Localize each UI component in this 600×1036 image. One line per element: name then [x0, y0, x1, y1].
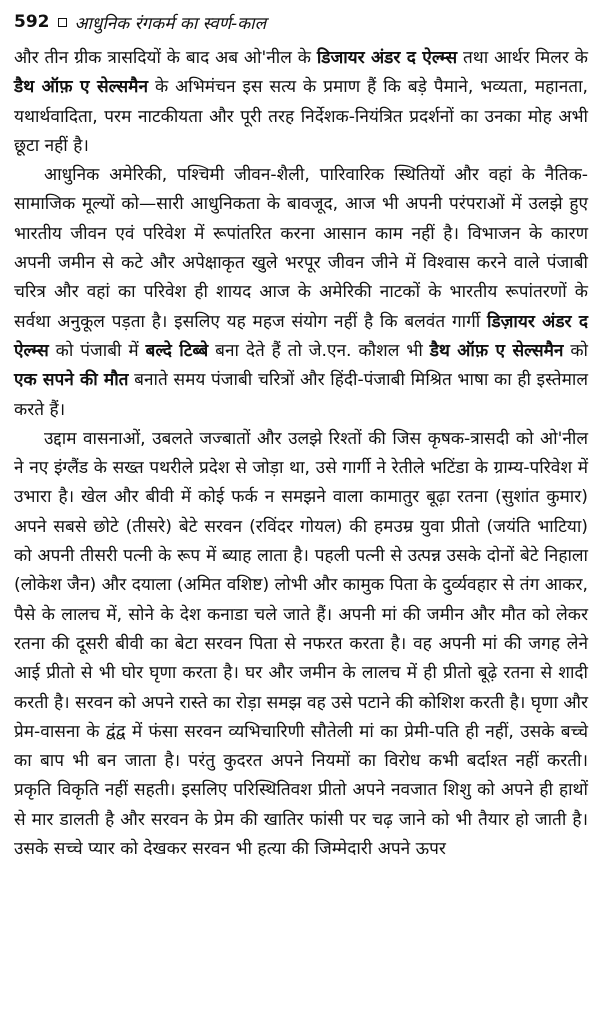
- body-text: [14, 44, 588, 864]
- title-text: डैथ ऑफ़ ए सेल्समैन: [429, 340, 564, 361]
- text-run: के अभिमंचन इस सत्य के प्रमाण हैं कि बड़े पैमाने, भव्यता, महानता, यथार्थवादिता, परम नाटकीयता और पूरी तरह निर्देशक-नियंत्रित प्रदर्शनों का उनका मोह अभी छूटा नहीं है।: [14, 77, 588, 156]
- title-text: डिज़ायर अंडर द ऐल्म्स: [14, 311, 588, 361]
- page-number: 592: [14, 12, 50, 32]
- text-run: आधुनिक अमेरिकी, पश्चिमी जीवन-शैली, पारिवारिक स्थितियों और वहां के नैतिक-सामाजिक मूल्यों को—सारी आधुनिकता के बावजूद, आज भी अपनी परंपराओं में उलझे हुए भारतीय जीवन एवं परिवेश में रूपांतरित करना आसान काम नहीं है। विभाजन के कारण अपनी जमीन से कटे और अपेक्षाकृत खुले भरपूर जीवन जीने में विश्वास करने वाले पंजाबी चरित्र और वहां का परिवेश ही शायद आज के अमेरिकी नाटकों के भारतीय रूपांतरणों के सर्वथा अनुकूल पड़ता है। इसलिए यह महज संयोग नहीं है कि बलवंत गार्गी: [14, 165, 588, 332]
- text-run: उद्दाम वासनाओं, उबलते जज्बातों और उलझे रिश्तों की जिस कृषक-त्रासदी को ओ'नील ने नए इंग्लैंड के सख्त पथरीले प्रदेश से जोड़ा था, उसे गार्गी ने रेतीले भटिंडा के ग्राम्य-परिवेश में उभारा है। खेल और बीवी में कोई फर्क न समझने वाला कामातुर बूढ़ा रतना (सुशांत कुमार) अपने सबसे छोटे (तीसरे) बेटे सरवन (रविंदर गोयल) की हमउम्र युवा प्रीतो (जयंति भाटिया) को अपनी तीसरी पत्नी के रूप में ब्याह लाता है। पहली पत्नी से उत्पन्न उसके दोनों बेटे निहाला (लोकेश जैन) और दयाला (अमित वशिष्ट) लोभी और कामुक पिता के दुर्व्यवहार से तंग आकर, पैसे के लालच में, सोने के देश कनाडा चले जाते हैं। अपनी मां की जमीन और मौत को लेकर रतना की दूसरी बीवी का बेटा सरवन पिता से नफरत करता है। वह अपनी मां की जगह लेने आई प्रीतो से भी घोर घृणा करता है। घर और जमीन के लालच में ही प्रीतो बूढ़े रतना से शादी करती है। सरवन को अपने रास्ते का रोड़ा समझ वह उसे पटाने की कोशिश करती है। घृणा और प्रेम-वासना के द्वंद्व में फंसा सरवन व्यभिचारिणी सौतेली मां का प्रेमी-पति ही नहीं, उसके बच्चे का बाप भी बन जाता है। परंतु कुदरत अपने नियमों का विरोध कभी बर्दाश्त नहीं करती। प्रकृति विकृति नहीं सहती। इसलिए परिस्थितिवश प्रीतो अपने नवजात शिशु को अपने ही हाथों से मार डालती है और सरवन के प्रेम की खातिर फांसी पर चढ़ जाने को भी तैयार हो जाती है। उसके सच्चे प्यार को देखकर सरवन भी हत्या की जिम्मेदारी अपने ऊपर: [14, 428, 588, 860]
- title-text: डैथ ऑफ़ ए सेल्समैन: [14, 77, 148, 98]
- square-bullet-icon: [58, 18, 67, 27]
- title-text: बल्दे टिब्बे: [145, 340, 209, 361]
- text-run: बना देते हैं तो जे.एन. कौशल भी: [208, 340, 430, 361]
- title-text: एक सपने की मौत: [14, 370, 129, 391]
- paragraph: [14, 425, 588, 864]
- paragraph: [14, 44, 588, 161]
- running-header: [14, 0, 588, 44]
- text-run: और तीन ग्रीक त्रासदियों के बाद अब ओ'नील के: [14, 48, 317, 68]
- text-run: बनाते समय पंजाबी चरित्रों और हिंदी-पंजाबी मिश्रित भाषा का ही इस्तेमाल करते हैं।: [14, 370, 588, 420]
- text-run: को: [563, 340, 588, 361]
- text-run: तथा आर्थर मिलर के: [457, 48, 589, 68]
- title-text: डिजायर अंडर द ऐल्म्स: [316, 48, 458, 68]
- text-run: को पंजाबी में: [48, 340, 146, 361]
- running-title: आधुनिक रंगकर्म का स्वर्ण-काल: [74, 13, 267, 34]
- paragraph: [14, 161, 588, 425]
